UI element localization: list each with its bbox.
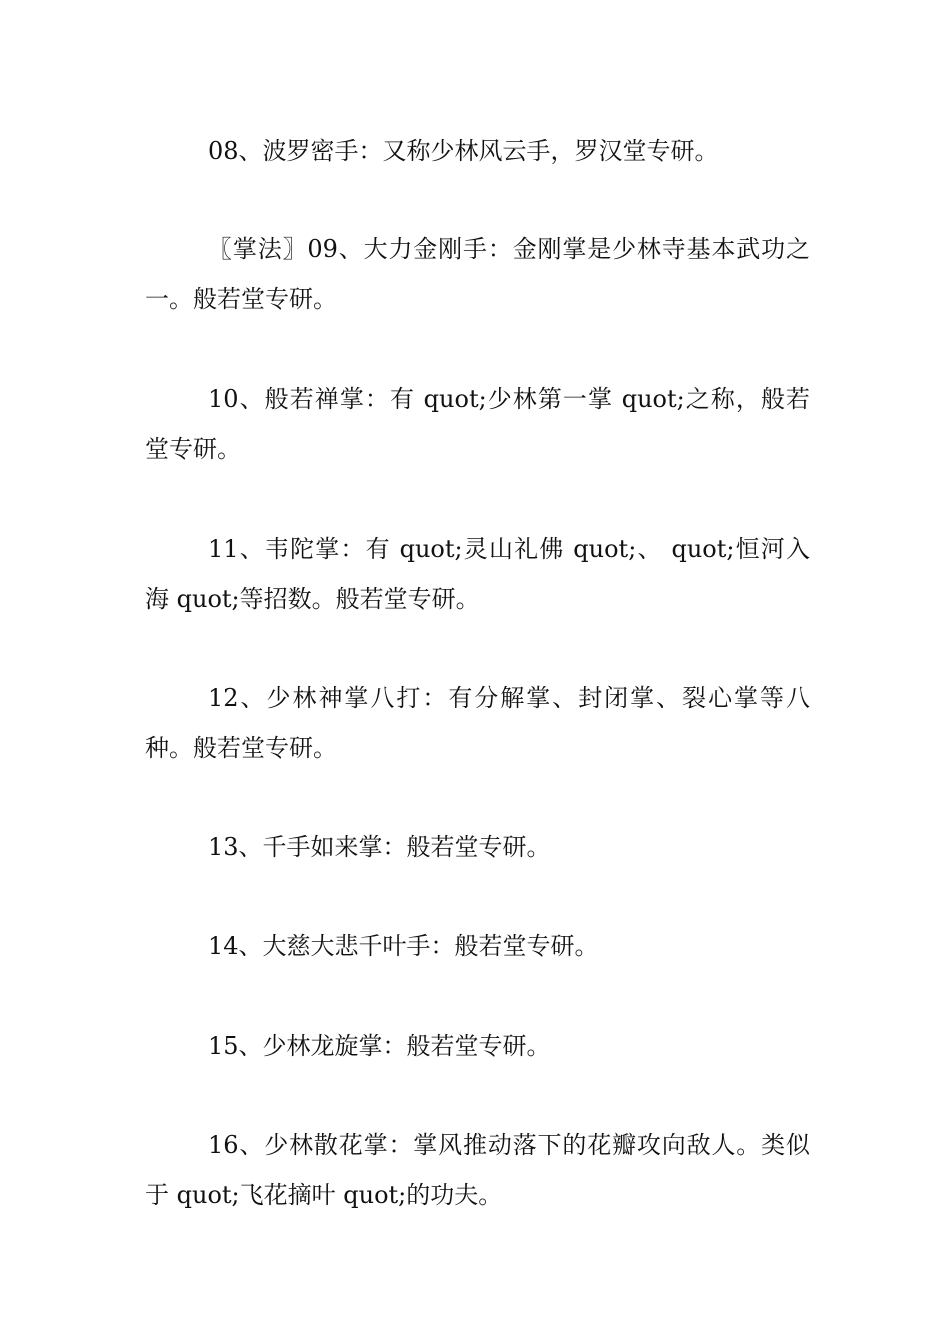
paragraph-11: 11、韦陀掌：有 quot;灵山礼佛 quot;、 quot;恒河入海 quot;等招数。般若堂专研。 <box>145 535 810 613</box>
paragraph-08: 08、波罗密手：又称少林风云手，罗汉堂专研。 <box>208 137 719 165</box>
paragraph-14: 14、大慈大悲千叶手：般若堂专研。 <box>208 932 599 960</box>
paragraph-10: 10、般若禅掌：有 quot;少林第一掌 quot;之称，般若堂专研。 <box>145 385 810 463</box>
paragraph-15: 15、少林龙旋掌：般若堂专研。 <box>208 1032 551 1060</box>
paragraph-12: 12、少林神掌八打：有分解掌、封闭掌、裂心掌等八种。般若堂专研。 <box>145 684 810 762</box>
paragraph-09: 〖掌法〗09、大力金刚手：金刚掌是少林寺基本武功之一。般若堂专研。 <box>145 235 810 313</box>
paragraph-16: 16、少林散花掌：掌风推动落下的花瓣攻向敌人。类似于 quot;飞花摘叶 quot;的功夫。 <box>145 1131 810 1209</box>
paragraph-13: 13、千手如来掌：般若堂专研。 <box>208 833 551 861</box>
